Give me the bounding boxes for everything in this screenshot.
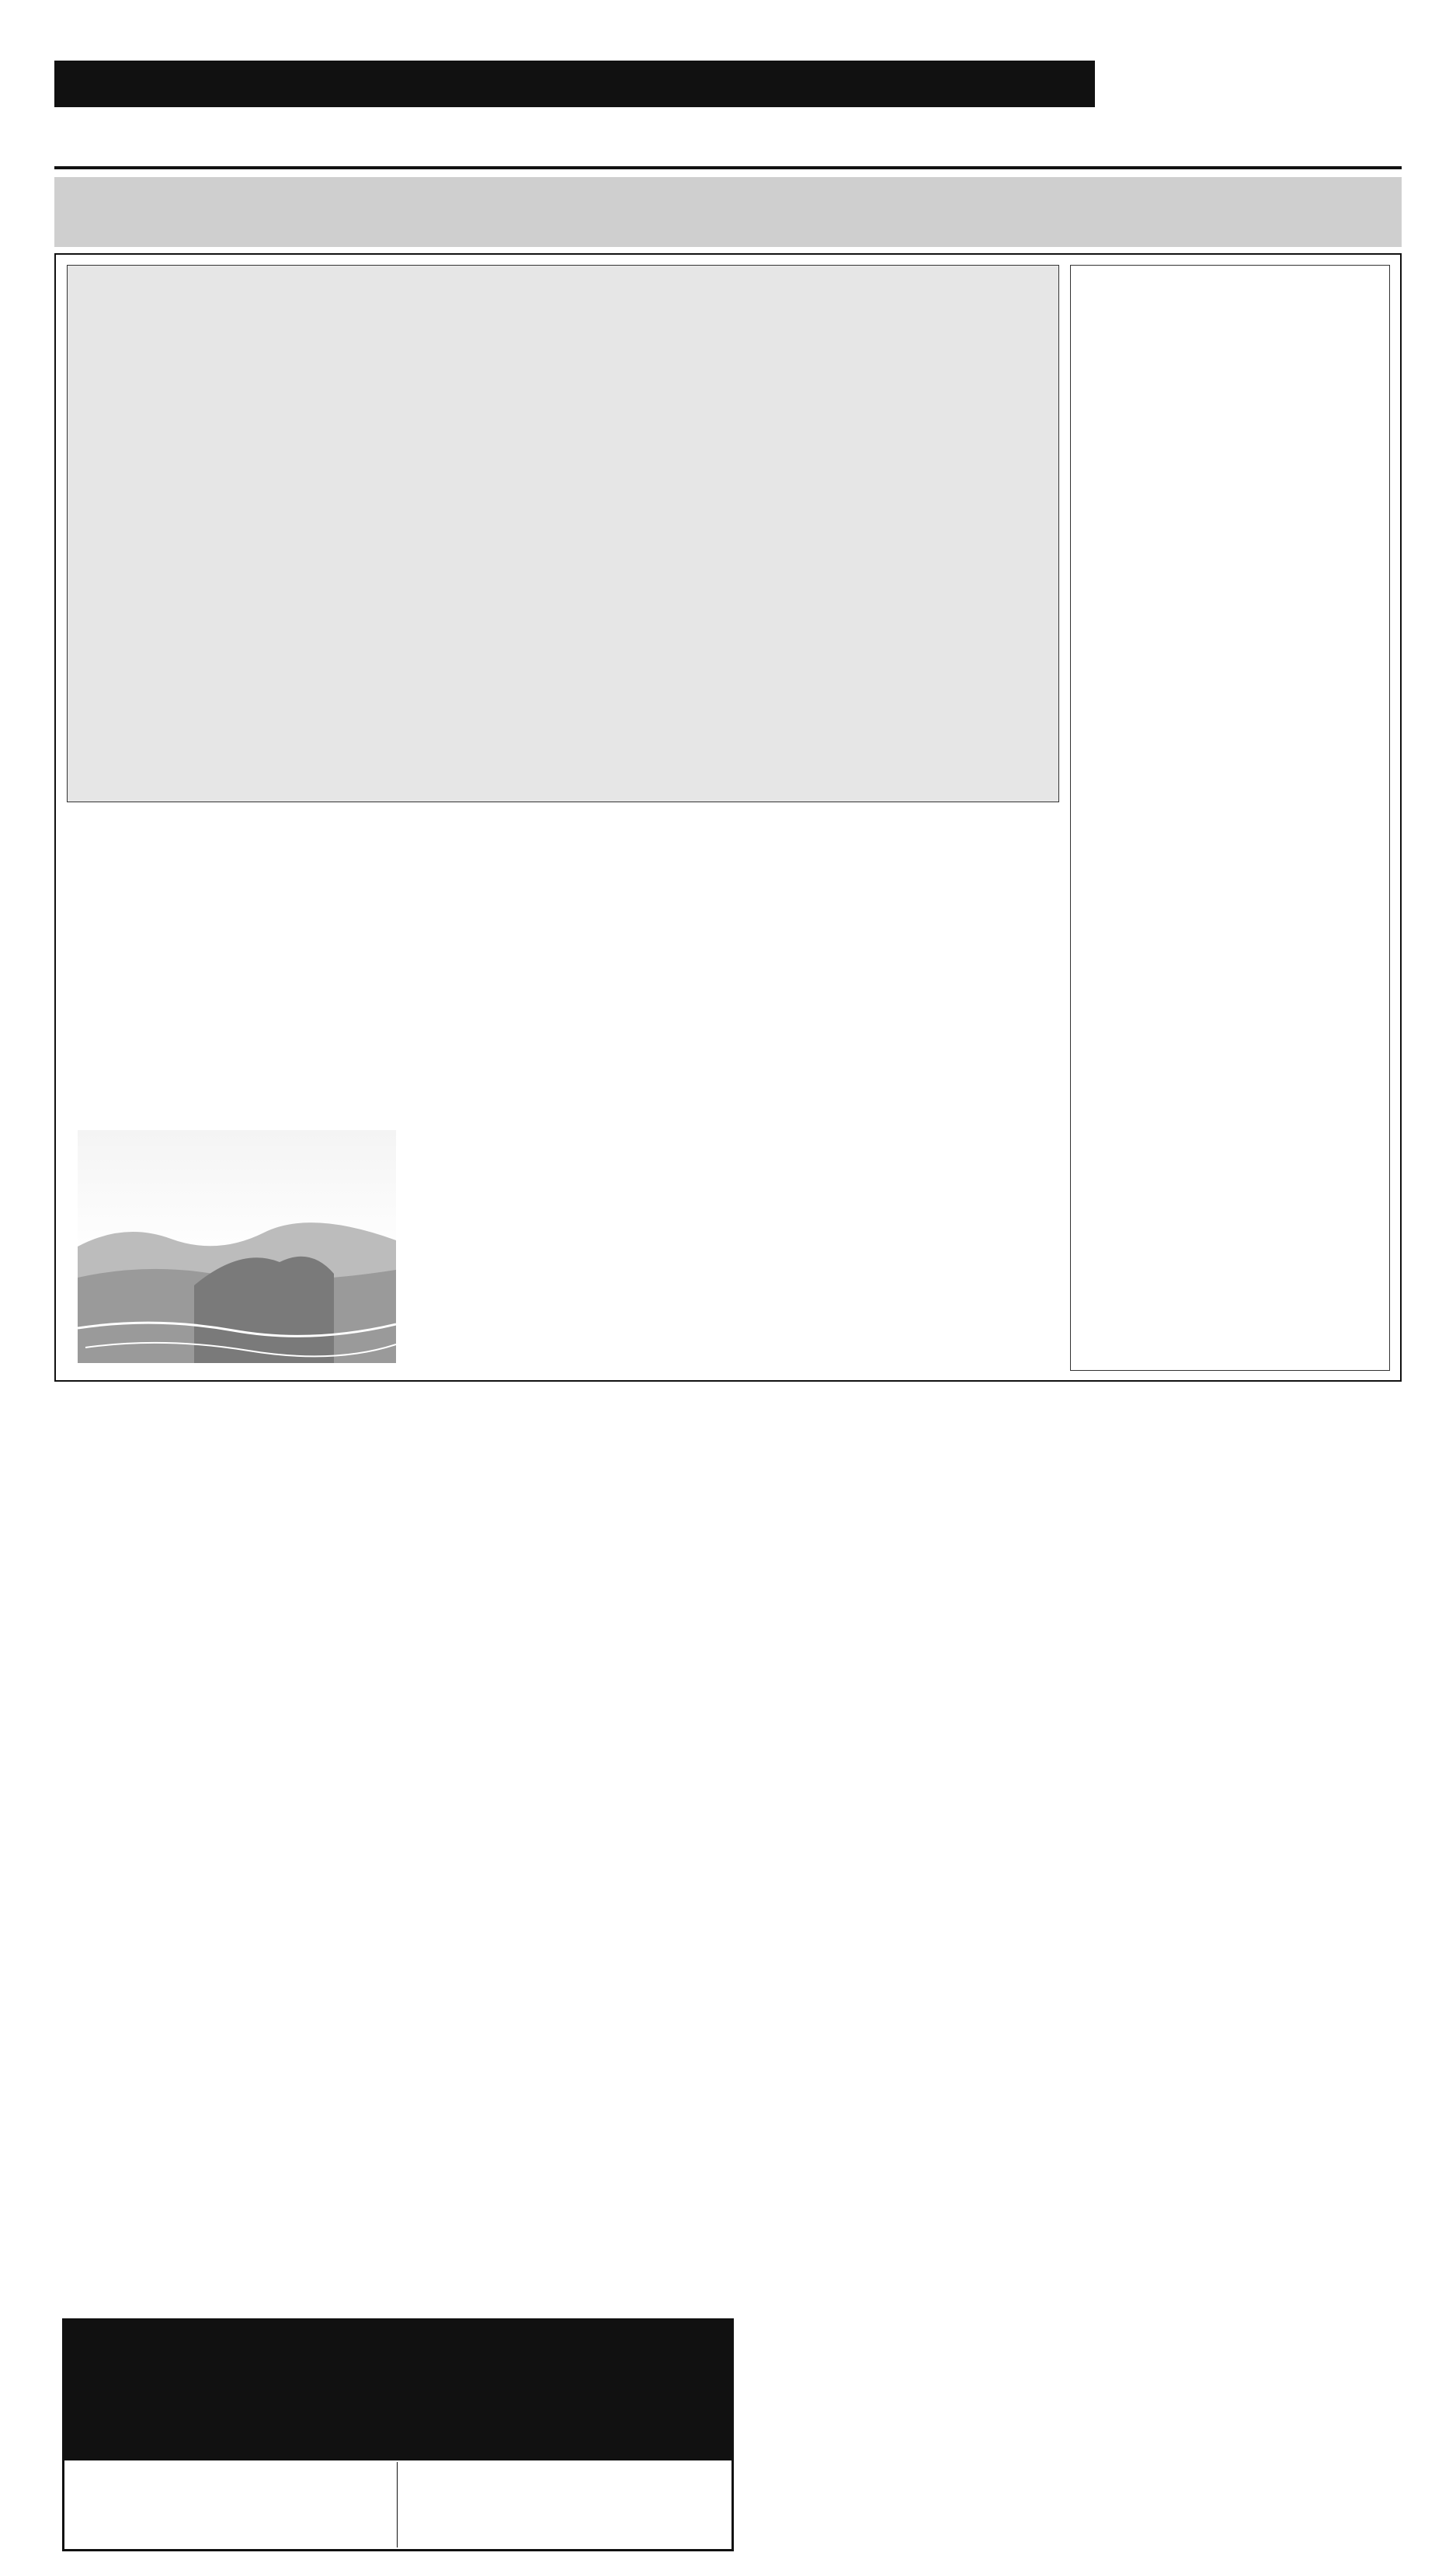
memorials-col-4 — [1083, 1390, 1402, 2540]
memorials-col-1 — [62, 1390, 392, 2314]
article-xiahua-col1 — [79, 895, 398, 1126]
memorials-col-3 — [745, 1390, 1075, 2540]
masthead-rule — [54, 166, 1402, 169]
submission-notice — [54, 177, 1402, 247]
article-xiahua-col2 — [410, 817, 727, 1370]
memorials-col-2 — [404, 1390, 734, 2314]
article-xiahua-col3 — [738, 817, 1048, 1370]
newspaper-brand — [1126, 61, 1402, 107]
date-banner — [54, 61, 1095, 107]
obituary-heading — [64, 2321, 731, 2460]
seascape-illustration — [78, 1130, 396, 1363]
seascape-masthead-art — [78, 1130, 396, 1363]
obituary-entry-qiu — [71, 2462, 398, 2547]
obituary-entry-li-wu — [404, 2462, 730, 2547]
article-yunshan-col2 — [410, 278, 727, 794]
article-yunshan-col3 — [738, 278, 1048, 794]
article-yunshan-col1 — [79, 348, 398, 794]
article-benlu-body — [1081, 351, 1381, 1364]
